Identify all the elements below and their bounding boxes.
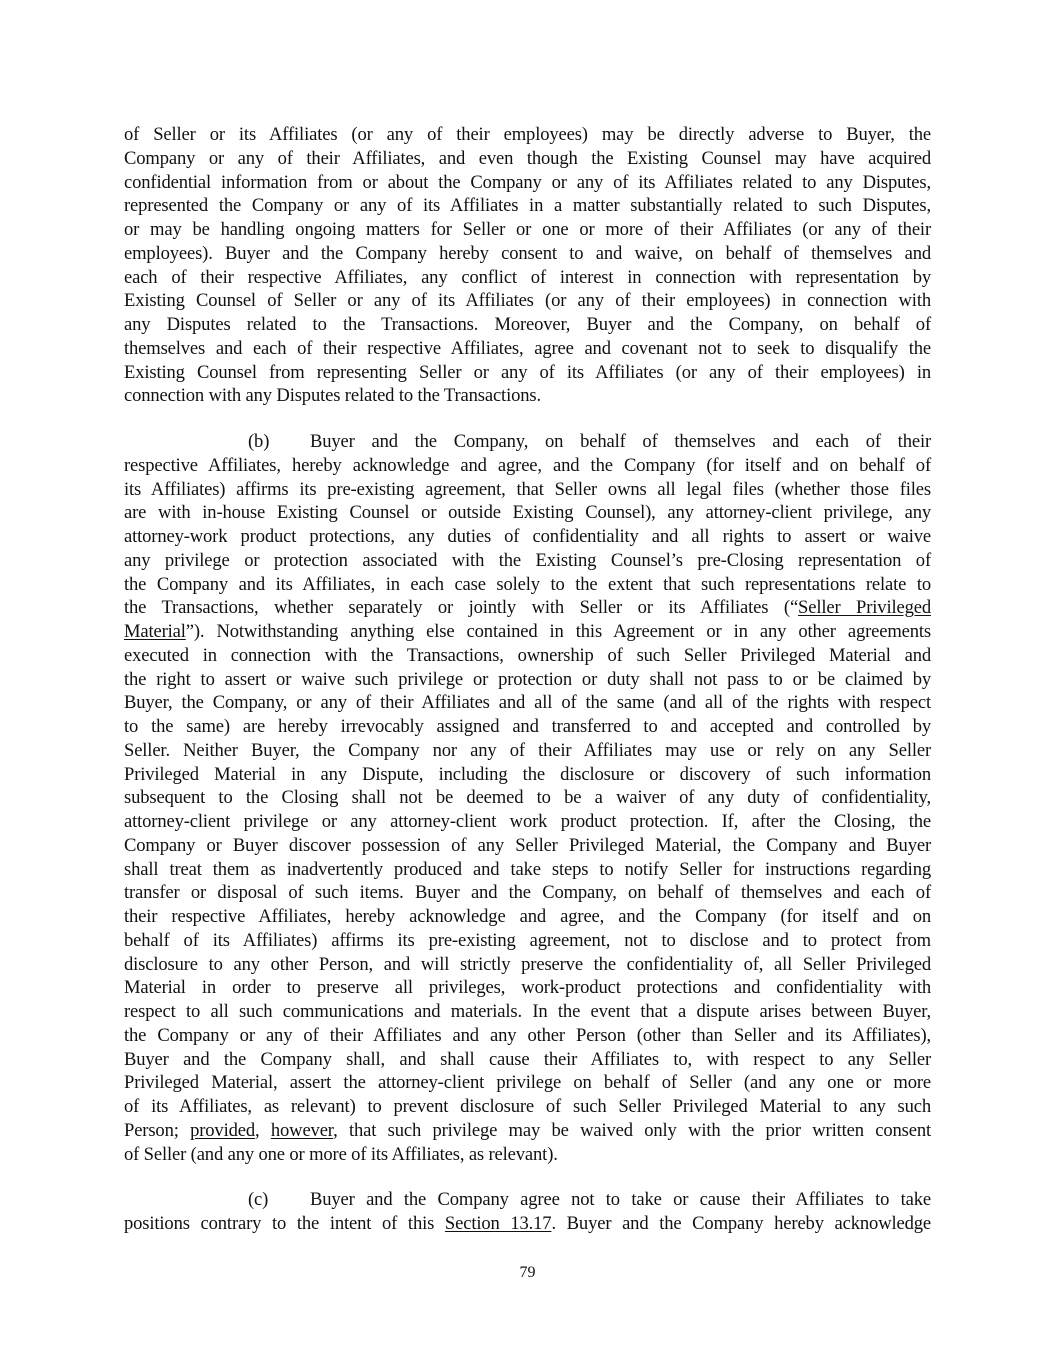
text-line: Existing Counsel from representing Seller or any of its Affiliates (or any of their employees) in — [124, 361, 931, 383]
text-line: each of their respective Affiliates, any conflict of interest in connection with representation by — [124, 266, 931, 288]
text-line: connection with any Disputes related to the Transactions. — [124, 385, 541, 407]
text-line: transfer or disposal of such items. Buyer and the Company, on behalf of themselves and each of — [124, 882, 931, 904]
text-line: Buyer and the Company shall, and shall cause their Affiliates to, with respect to any Seller — [124, 1048, 931, 1070]
paragraph-c — [124, 1188, 931, 1236]
text-run: the Transactions, whether separately or jointly with Seller or its Affiliates (“ — [124, 597, 799, 619]
paragraph-b — [124, 430, 931, 1166]
text-line: Material in order to preserve all privileges, work-product protections and confidentiality with — [124, 977, 931, 999]
text-line: attorney-work product protections, any duties of confidentiality and all rights to assert or waive — [124, 526, 931, 547]
section-reference-link: Section 13.17 — [444, 1212, 552, 1234]
text-line: its Affiliates) affirms its pre-existing agreement, that Seller owns all legal files (whether those files — [124, 478, 931, 500]
text-line: themselves and each of their respective Affiliates, agree and covenant not to seek to disqualify the — [124, 337, 931, 359]
text-line: to the same) are hereby irrevocably assigned and transferred to and accepted and controlled by — [124, 716, 931, 737]
text-line: subsequent to the Closing shall not be deemed to be a waiver of any duty of confidentiality, — [124, 787, 931, 809]
text-line: attorney-client privilege or any attorney-client work product protection. If, after the Closing, the — [124, 811, 931, 832]
text-run: , that such privilege may be waived only with the prior written consent — [333, 1119, 931, 1141]
text-run: Buyer and the Company agree not to take or cause their Affiliates to take — [310, 1189, 931, 1210]
text-line: Company or Buyer discover possession of any Seller Privileged Material, the Company and Buyer — [124, 834, 931, 856]
text-line: of Seller or its Affiliates (or any of their employees) may be directly adverse to Buyer, the — [124, 124, 931, 145]
text-line — [124, 620, 931, 644]
text-line — [124, 596, 931, 620]
text-line: confidential information from or about the Company or any of its Affiliates related to any Disputes, — [124, 171, 931, 193]
text-run: . Buyer and the Company hereby acknowledge — [551, 1212, 931, 1234]
text-line: Privileged Material in any Dispute, including the disclosure or discovery of such information — [124, 763, 931, 785]
text-line: Privileged Material, assert the attorney-client privilege on behalf of Seller (and any one or more — [124, 1072, 931, 1094]
text-line: the right to assert or waive such privilege or protection or duty shall not pass to or be claimed by — [124, 668, 931, 690]
text-line: behalf of its Affiliates) affirms its pre-existing agreement, not to disclose and to protect from — [124, 929, 931, 951]
text-line: are with in-house Existing Counsel or outside Existing Counsel), any attorney-client privilege, any — [124, 502, 931, 524]
text-line: Existing Counsel of Seller or any of its Affiliates (or any of their employees) in connection with — [124, 290, 931, 312]
text-line: Seller. Neither Buyer, the Company nor any of their Affiliates may use or rely on any Seller — [124, 739, 931, 761]
text-line: respective Affiliates, hereby acknowledge and agree, and the Company (for itself and on behalf of — [124, 454, 931, 476]
term-provided: provided — [190, 1119, 255, 1141]
text-line: Company or any of their Affiliates, and even though the Existing Counsel may have acquired — [124, 147, 931, 169]
text-run: positions contrary to the intent of this — [124, 1212, 445, 1234]
paragraph-c-first-line — [124, 1188, 931, 1212]
text-line: respect to all such communications and materials. In the event that a dispute arises between Buyer, — [124, 1001, 931, 1022]
text-run: ”). Notwithstanding anything else contained in this Agreement or in any other agreements — [185, 621, 931, 642]
text-line: the Company and its Affiliates, in each case solely to the extent that such representations relate to — [124, 573, 931, 595]
text-line: of Seller (and any one or more of its Affiliates, as relevant). — [124, 1143, 558, 1165]
page-number: 79 — [519, 1264, 536, 1281]
text-line: disclosure to any other Person, and will strictly preserve the confidentiality of, all Seller Privileged — [124, 953, 931, 975]
defined-term-seller-privileged-material: Seller Privileged — [798, 597, 931, 619]
text-line: any privilege or protection associated with the Existing Counsel’s pre-Closing representation of — [124, 549, 931, 571]
text-line: represented the Company or any of its Affiliates in a matter substantially related to such Disputes, — [124, 195, 931, 217]
text-line — [124, 1119, 931, 1143]
term-however: however — [270, 1119, 334, 1141]
text-line: of its Affiliates, as relevant) to prevent disclosure of such Seller Privileged Material to any such — [124, 1096, 931, 1117]
text-line: any Disputes related to the Transactions. Moreover, Buyer and the Company, on behalf of — [124, 314, 931, 335]
text-line: their respective Affiliates, hereby acknowledge and agree, and the Company (for itself and on — [124, 906, 931, 927]
text-line: the Company or any of their Affiliates and any other Person (other than Seller and its Affiliates), — [124, 1024, 931, 1046]
text-line: executed in connection with the Transactions, ownership of such Seller Privileged Material and — [124, 644, 931, 666]
text-run: , — [255, 1119, 271, 1141]
text-line: shall treat them as inadvertently produced and take steps to notify Seller for instructions regarding — [124, 858, 931, 880]
paragraph-b-first-line — [124, 430, 931, 454]
defined-term-seller-privileged-material-cont: Material — [124, 621, 186, 642]
text-run: Person; — [124, 1119, 191, 1141]
text-line — [124, 1212, 931, 1236]
paragraph-continuation — [124, 123, 931, 408]
text-line: or may be handling ongoing matters for Seller or one or more of their Affiliates (or any of their — [124, 219, 931, 240]
paragraph-label-b: (b) — [248, 431, 270, 452]
text-line: employees). Buyer and the Company hereby consent to and waive, on behalf of themselves and — [124, 242, 931, 264]
text-line: Buyer, the Company, or any of their Affiliates and all of the same (and all of the rights with respect — [124, 692, 931, 714]
text-run: Buyer and the Company, on behalf of themselves and each of their — [310, 431, 931, 452]
paragraph-label-c: (c) — [248, 1189, 269, 1210]
